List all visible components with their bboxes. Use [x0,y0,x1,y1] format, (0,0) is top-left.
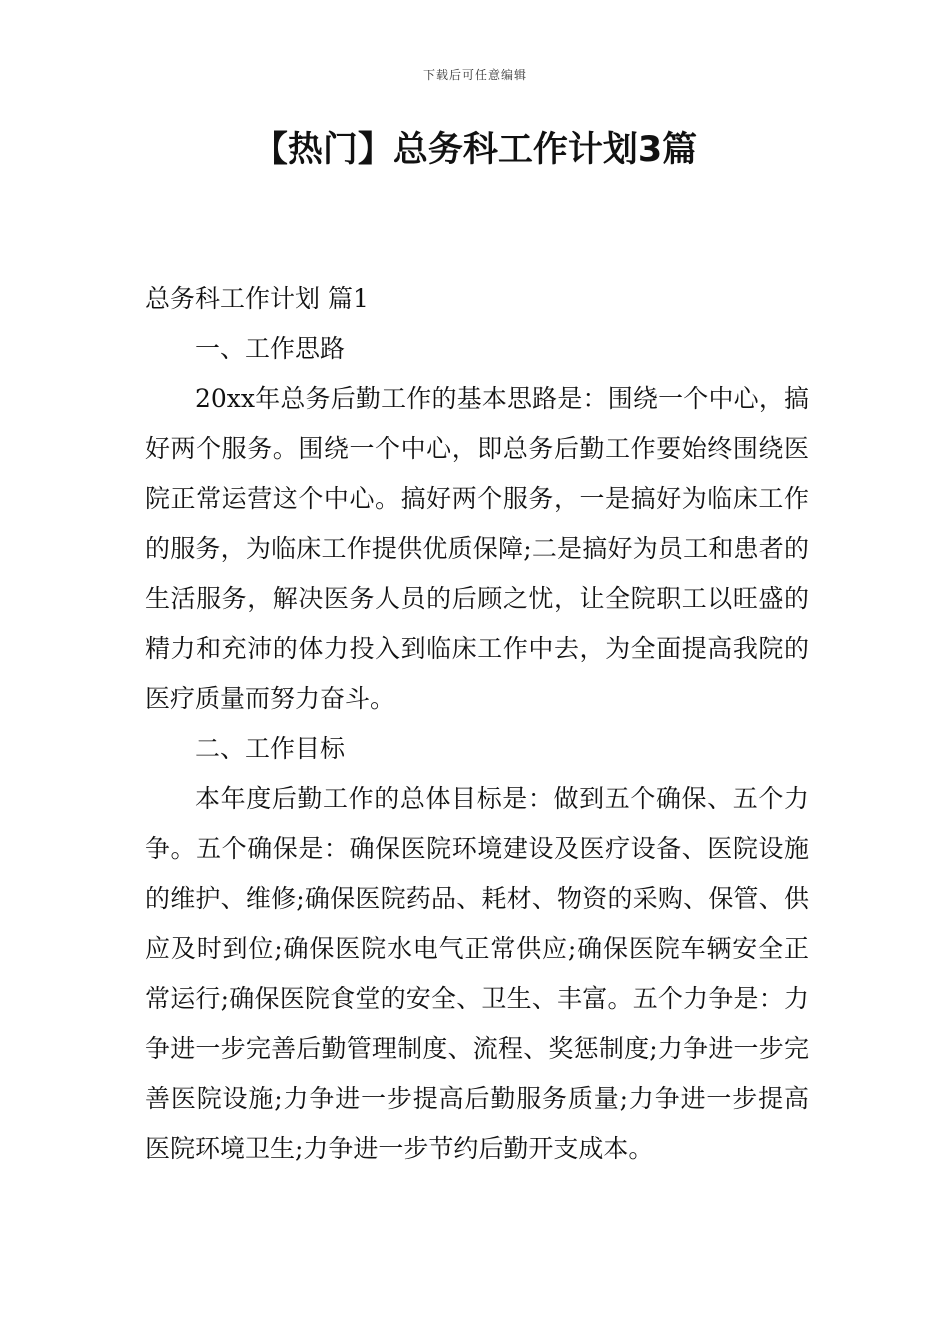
heading-work-approach: 一、工作思路 [195,334,346,363]
document-body [145,274,809,1174]
heading-work-goals: 二、工作目标 [195,734,346,763]
paragraph-work-approach: 20xx年总务后勤工作的基本思路是：围绕一个中心，搞好两个服务。围绕一个中心，即总务后勤工作要始终围绕医院正常运营这个中心。搞好两个服务，一是搞好为临床工作的服务，为临床工作提供优质保障;二是搞好为员工和患者的生活服务，解决医务人员的后顾之忧，让全院职工以旺盛的精力和充沛的体力投入到临床工作中去，为全面提高我院的医疗质量而努力奋斗。 [145,384,809,713]
document-title: 【热门】总务科工作计划3篇 [252,130,698,170]
section-title: 总务科工作计划 篇1 [145,284,369,313]
header-note: 下载后可任意编辑 [422,68,527,82]
paragraph-work-goals: 本年度后勤工作的总体目标是：做到五个确保、五个力争。五个确保是：确保医院环境建设及医疗设备、医院设施的维护、维修;确保医院药品、耗材、物资的采购、保管、供应及时到位;确保医院水电气正常供应;确保医院车辆安全正常运行;确保医院食堂的安全、卫生、丰富。五个力争是：力争进一步完善后勤管理制度、流程、奖惩制度;力争进一步完善医院设施;力争进一步提高后勤服务质量;力争进一步提高医院环境卫生;力争进一步节约后勤开支成本。 [145,784,809,1163]
